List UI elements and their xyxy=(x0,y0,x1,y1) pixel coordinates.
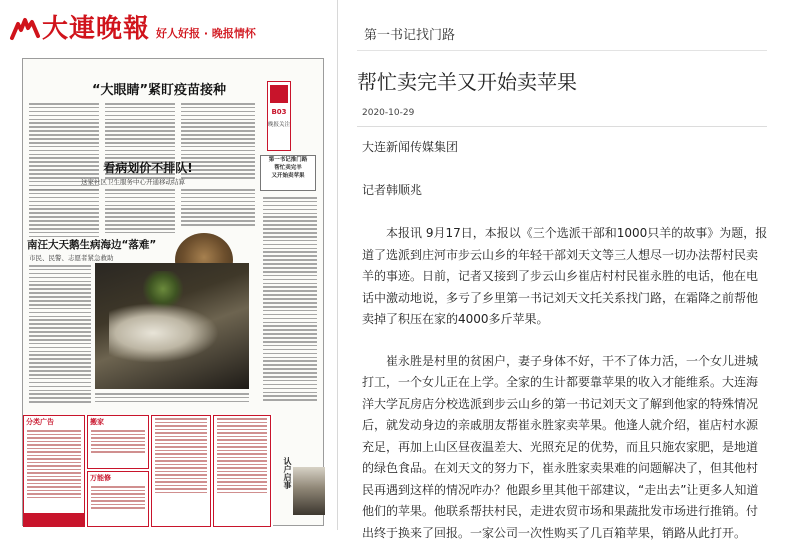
article-title: 帮忙卖完羊又开始卖苹果 xyxy=(357,66,577,95)
np-page-tab xyxy=(267,81,291,151)
article-body xyxy=(362,137,768,544)
logo-mark-icon xyxy=(10,16,40,42)
article-paragraph: 崔永胜是村里的贫困户，妻子身体不好，干不了体力活，一个女儿进城打工，一个女儿正在上学。全家的生计都要靠苹果的收入才能维系。大连海洋大学瓦房店分校选派到步云山乡的第一书记刘天文了解到他家的特殊情况后，就发动身边的亲戚朋友帮崔永胜家卖苹果。他逢人就介绍，崔店村水源充足，再加上山区昼夜温差大、光照充足的优势，而且只施农家肥，是地道的绿色食品。在刘天文的努力下，崔永胜家卖果难的问题解决了，但其他村民再遇到这样的情况咋办？他跟乡里其他干部建议，“走出去”让更多人知道他们的苹果。他联系帮扶村民，走进农贸市场和果蔬批发市场进行推销。付出终于换来了回报。一家公司一次性购买了几百箱苹果，销路从此打开。 xyxy=(362,351,768,544)
np-page-section: 晚报关注 xyxy=(268,122,290,129)
np-ad-cell xyxy=(213,415,271,527)
np-box-line: 又开始卖苹果 xyxy=(261,172,315,180)
np-ad-cell xyxy=(87,471,149,527)
np-headline-1: “大眼睛”紧盯疫苗接种 xyxy=(59,79,259,98)
np-ad-title: 万能修 xyxy=(88,472,148,484)
article-date: 2020-10-29 xyxy=(362,108,414,118)
article-author: 记者韩顺兆 xyxy=(362,180,768,202)
np-headline-3-sub: 市民、民警、志愿者紧急救助 xyxy=(29,253,169,262)
epaper-pane xyxy=(0,0,338,530)
np-headline-2-sub: 这家社区卫生服务中心开通移动结算 xyxy=(81,177,231,186)
np-classified-ads xyxy=(23,415,273,527)
divider xyxy=(357,126,767,127)
newspaper-page-image[interactable] xyxy=(22,58,324,526)
np-box-line: 帮忙卖完羊 xyxy=(261,164,315,172)
np-page-tab-mark xyxy=(270,85,288,103)
np-text-column xyxy=(181,189,255,228)
np-ad-title: 搬家 xyxy=(88,416,148,428)
np-ad-banner xyxy=(23,513,85,527)
section-breadcrumb[interactable]: 第一书记找门路 xyxy=(364,24,455,43)
np-headline-3: 南汪大天鹅生病海边“落难” xyxy=(27,237,177,252)
np-ad-cell xyxy=(23,415,85,527)
np-photo-portrait xyxy=(293,467,325,515)
masthead-slogan: 好人好报 · 晚报情怀 xyxy=(156,25,256,41)
np-ad-title: 分类广告 xyxy=(24,416,84,428)
masthead[interactable] xyxy=(10,14,256,44)
np-ad-vertical: 认户启事 xyxy=(273,419,293,527)
divider xyxy=(357,50,767,51)
np-page-number: B03 xyxy=(268,108,290,116)
np-photo-swan-body xyxy=(109,303,219,363)
np-photo-rescue xyxy=(95,263,249,389)
np-boxed-headline xyxy=(260,155,316,191)
np-ad-cell xyxy=(87,415,149,469)
np-ad-cell xyxy=(151,415,211,527)
masthead-logo: 大連晚報 xyxy=(42,14,150,44)
np-headline-2: 看病划价不排队! xyxy=(73,159,223,176)
np-text-column xyxy=(263,197,317,403)
np-text-column xyxy=(29,189,99,240)
article-paragraph: 本报讯 9月17日，本报以《三个选派干部和1000只羊的故事》为题，报道了选派到庄河市步云山乡的年轻干部刘天文等三人想尽一切办法帮村民卖羊的事迹。日前，记者又接到了步云山乡崔店村村民崔永胜的电话，他在电话中激动地说，多亏了乡里第一书记刘天文托关系找门路，在霜降之前帮他卖掉了积压在家的4000多斤苹果。 xyxy=(362,223,768,331)
np-text-column xyxy=(105,189,175,236)
np-box-line: 第一书记推门路 xyxy=(261,156,315,164)
article-pane xyxy=(339,0,798,530)
np-text-column xyxy=(95,393,249,405)
np-text-column xyxy=(29,265,91,405)
article-source: 大连新闻传媒集团 xyxy=(362,137,768,159)
